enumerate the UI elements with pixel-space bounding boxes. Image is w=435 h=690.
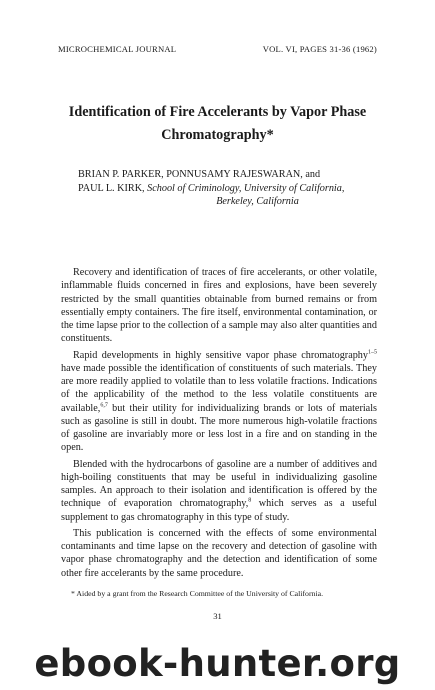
journal-name: MICROCHEMICAL JOURNAL bbox=[58, 44, 177, 54]
page-number: 31 bbox=[213, 611, 222, 621]
footnote-text: * Aided by a grant from the Research Committee of the University of California. bbox=[71, 589, 324, 598]
title-line-1: Identification of Fire Accelerants by Vapor Phase bbox=[68, 104, 367, 120]
citation-8: 8 bbox=[248, 497, 252, 504]
author-name-kirk: PAUL L. KIRK, bbox=[78, 182, 148, 194]
affiliation-location: Berkeley, California bbox=[216, 196, 299, 208]
citation-1-5: 1–5 bbox=[368, 349, 377, 356]
authors-line-2 bbox=[78, 182, 377, 196]
paragraph-1: Recovery and identification of traces of fire accelerants, or other volatile, inflammable fluids concerned in fires and explosions, have been severely restricted by the small quantities obtainable from burned remains or from essentially empty containers. The fire itself, environmental contamination, or the time lapse prior to the collection of a sample may also alter quantities and constituents. bbox=[61, 267, 377, 345]
title-line-2: Chromatography* bbox=[161, 127, 274, 143]
paragraph-3: Blended with the hydrocarbons of gasoline are a number of additives and high-boiling constituents that may be useful in individualizing gasoline samples. An approach to their isolation and identification is offered by the technique of evaporation chromatography,$^8$ which serves as a useful supplement to gas chromatography in this type of study. bbox=[61, 458, 377, 523]
authors-line-1: BRIAN P. PARKER, PONNUSAMY RAJESWARAN, and bbox=[78, 169, 321, 180]
watermark: ebook-hunter.org bbox=[34, 642, 401, 685]
article-body bbox=[61, 266, 377, 583]
volume-info: VOL. VI, PAGES 31-36 (1962) bbox=[262, 44, 377, 54]
article-title bbox=[40, 101, 395, 147]
affiliation: School of Criminology, University of California, bbox=[147, 182, 345, 194]
running-head bbox=[58, 44, 377, 54]
author-block bbox=[78, 168, 377, 209]
paragraph-2: Rapid developments in highly sensitive vapor phase chromatography$^{1-5}$ have made possible the identification of constituents of such materials. They are more readily applied to volatile than to less volatile fractions. Indications of the applicability of the method to the less volatile constituents are available,$^{6,7}$ but their utility for individualizing brands or lots of materials such as gasoline is still in doubt. The more numerous high-volatile fractions of gasoline are invariably more or less lost in a fire and on standing in the open. bbox=[61, 349, 377, 454]
footnote bbox=[61, 588, 377, 599]
citation-6-7: 6,7 bbox=[100, 402, 108, 409]
paragraph-4: This publication is concerned with the effects of some environmental contaminants and time lapse on the recovery and detection of gasoline with vapor phase chromatography and the detection and identification of some other fire accelerants by the same procedure. bbox=[61, 527, 377, 579]
